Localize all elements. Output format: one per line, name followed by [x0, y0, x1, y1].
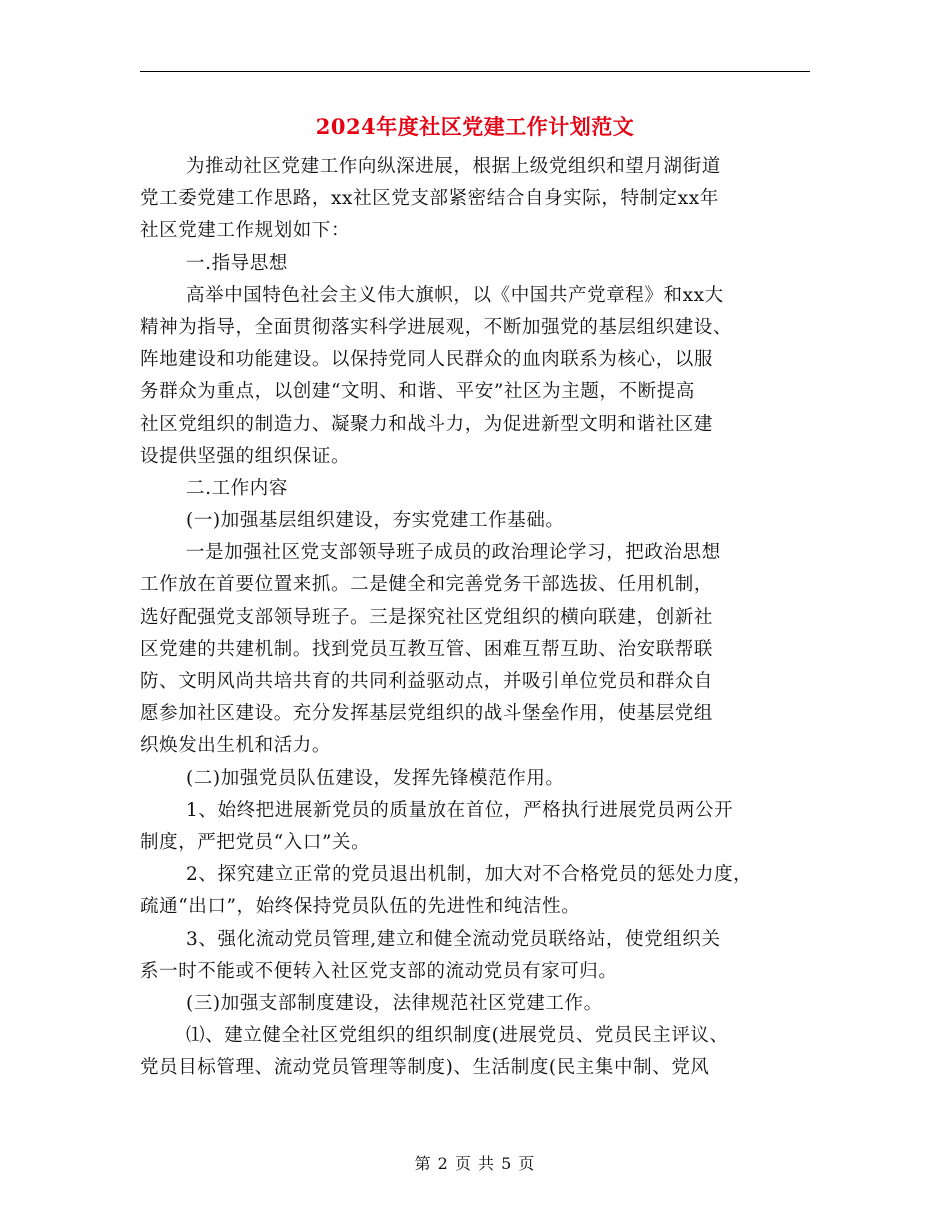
header-rule: [140, 71, 810, 72]
body-text-line: 防、文明风尚共培共育的共同利益驱动点，并吸引单位党员和群众自: [140, 671, 714, 692]
body-text-line: (二)加强党员队伍建设，发挥先锋模范作用。: [186, 767, 565, 789]
body-text-line: 精神为指导，全面贯彻落实科学进展观，不断加强党的基层组织建设、: [140, 316, 733, 338]
body-text-line: 1、始终把进展新党员的质量放在首位，严格执行进展党员两公开: [186, 799, 734, 821]
body-text-line: 制度，严把党员“入口”关。: [140, 831, 371, 853]
body-text-line: 党工委党建工作思路，xx社区党支部紧密结合自身实际，特制定xx年: [140, 188, 719, 210]
body-text-line: 二.工作内容: [186, 477, 288, 499]
body-text-line: (一)加强基层组织建设，夯实党建工作基础。: [186, 510, 565, 532]
body-text-line: 一.指导思想: [186, 252, 288, 274]
body-text-line: 为推动社区党建工作向纵深进展，根据上级党组织和望月湖街道: [186, 156, 721, 177]
body-text-line: 织焕发出生机和活力。: [140, 735, 332, 757]
page-number-footer: 第 2 页 共 5 页: [414, 1154, 536, 1173]
body-text-line: 党员目标管理、流动党员管理等制度)、生活制度(民主集中制、党风: [140, 1057, 710, 1079]
body-text-line: 3、强化流动党员管理,建立和健全流动党员联络站，使党组织关: [186, 928, 721, 950]
body-text-line: 社区党组织的制造力、凝聚力和战斗力，为促进新型文明和谐社区建: [140, 413, 714, 435]
body-text-line: (三)加强支部制度建设，法律规范社区党建工作。: [186, 992, 603, 1014]
body-text-line: 设提供坚强的组织保证。: [140, 445, 351, 467]
body-text-line: 高举中国特色社会主义伟大旗帜，以《中国共产党章程》和xx大: [186, 284, 724, 306]
body-text-line: 社区党建工作规划如下：: [140, 220, 351, 242]
body-text-line: ⑴、建立健全社区党组织的组织制度(进展党员、党员民主评议、: [186, 1025, 729, 1047]
body-text-line: 区党建的共建机制。找到党员互教互管、困难互帮互助、治安联帮联: [140, 638, 714, 660]
body-text-line: 务群众为重点，以创建“文明、和谐、平安”社区为主题，不断提高: [140, 381, 695, 403]
document-body: [140, 151, 810, 1084]
document-title: 2024年度社区党建工作计划范文: [315, 114, 635, 139]
body-text-line: 2、探究建立正常的党员退出机制，加大对不合格党员的惩处力度，: [186, 864, 753, 886]
body-text-line: 工作放在首要位置来抓。二是健全和完善党务干部选拔、任用机制，: [140, 574, 714, 596]
body-text-line: 选好配强党支部领导班子。三是探究社区党组织的横向联建，创新社: [140, 606, 714, 628]
body-text-line: 系一时不能或不便转入社区党支部的流动党员有家可归。: [140, 960, 618, 982]
body-text-line: 一是加强社区党支部领导班子成员的政治理论学习，把政治思想: [186, 542, 721, 564]
body-text-line: 疏通“出口”，始终保持党员队伍的先进性和纯洁性。: [140, 896, 581, 918]
body-text-line: 愿参加社区建设。充分发挥基层党组织的战斗堡垒作用，使基层党组: [140, 703, 714, 725]
body-text-line: 阵地建设和功能建设。以保持党同人民群众的血肉联系为核心，以服: [140, 349, 714, 371]
